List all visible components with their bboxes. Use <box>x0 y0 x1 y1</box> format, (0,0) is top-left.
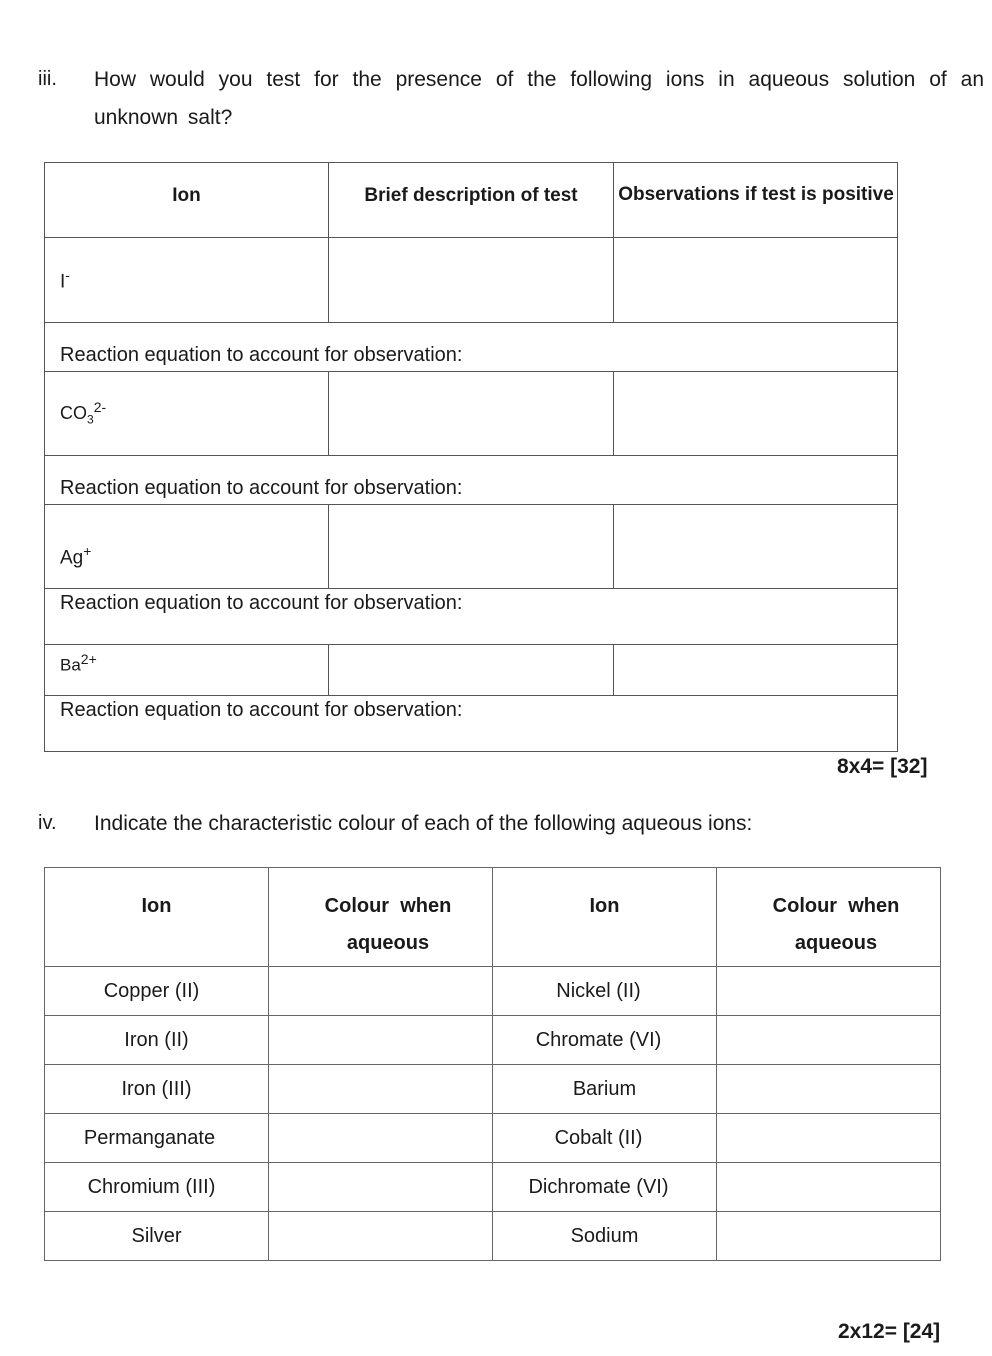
ion-name: Copper (II) <box>45 967 269 1016</box>
ion-name: Dichromate (VI) <box>493 1163 717 1212</box>
ion-name: Chromate (VI) <box>493 1016 717 1065</box>
header-ion: Ion <box>172 185 201 206</box>
header-colour-left: Colour when aqueous <box>269 868 493 967</box>
ion-name: Chromium (III) <box>45 1163 269 1212</box>
table-row <box>45 1016 941 1065</box>
colour-answer-cell[interactable] <box>717 1212 941 1261</box>
header-description: Brief description of test <box>364 185 578 206</box>
colour-answer-cell[interactable] <box>717 1016 941 1065</box>
header-ion-left: Ion <box>45 868 269 967</box>
table-row <box>45 1163 941 1212</box>
header-ion-right: Ion <box>493 868 717 967</box>
ion-iodide: I- <box>60 267 70 293</box>
question-iii-text-line2: unknown salt? <box>94 106 233 129</box>
table-row <box>45 1114 941 1163</box>
question-number-iii: iii. <box>38 68 57 90</box>
marks-iv: 2x12= [24] <box>838 1320 941 1343</box>
ion-silver: Ag+ <box>60 543 92 569</box>
ion-carbonate: $CO_3^{2-}$ <box>60 399 107 427</box>
reaction-label-carbonate: Reaction equation to account for observation: <box>60 477 463 499</box>
table-row <box>45 1065 941 1114</box>
question-iii-text-line1: How would you test for the presence of the following ions in aqueous solution of an <box>94 68 984 91</box>
colour-answer-cell[interactable] <box>269 1065 493 1114</box>
colour-answer-cell[interactable] <box>269 1114 493 1163</box>
colour-answer-cell[interactable] <box>717 1065 941 1114</box>
colour-answer-cell[interactable] <box>269 967 493 1016</box>
ion-name: Cobalt (II) <box>493 1114 717 1163</box>
ion-test-table <box>44 162 898 752</box>
colour-answer-cell[interactable] <box>717 1163 941 1212</box>
ion-name: Iron (III) <box>45 1065 269 1114</box>
ion-name: Sodium <box>493 1212 717 1261</box>
reaction-label-iodide: Reaction equation to account for observation: <box>60 344 463 366</box>
ion-name: Iron (II) <box>45 1016 269 1065</box>
colour-answer-cell[interactable] <box>269 1016 493 1065</box>
reaction-label-silver: Reaction equation to account for observation: <box>60 592 463 614</box>
colour-answer-cell[interactable] <box>269 1163 493 1212</box>
colour-answer-cell[interactable] <box>717 967 941 1016</box>
reaction-label-barium: Reaction equation to account for observation: <box>60 699 463 721</box>
header-colour-right: Colour when aqueous <box>717 868 941 967</box>
ion-name: Nickel (II) <box>493 967 717 1016</box>
ion-name: Silver <box>45 1212 269 1261</box>
marks-iii: 8x4= [32] <box>837 755 928 778</box>
question-number-iv: iv. <box>38 812 57 834</box>
question-iv-text: Indicate the characteristic colour of each of the following aqueous ions: <box>94 812 753 835</box>
ion-name: Permanganate <box>45 1114 269 1163</box>
table-row <box>45 967 941 1016</box>
colour-answer-cell[interactable] <box>269 1212 493 1261</box>
ion-barium: $Ba^{2+}$ <box>60 651 97 675</box>
table-row <box>45 1212 941 1261</box>
header-observations: Observations if test is positive <box>618 184 894 205</box>
colour-answer-cell[interactable] <box>717 1114 941 1163</box>
ion-name: Barium <box>493 1065 717 1114</box>
ion-colour-table <box>44 867 941 1261</box>
